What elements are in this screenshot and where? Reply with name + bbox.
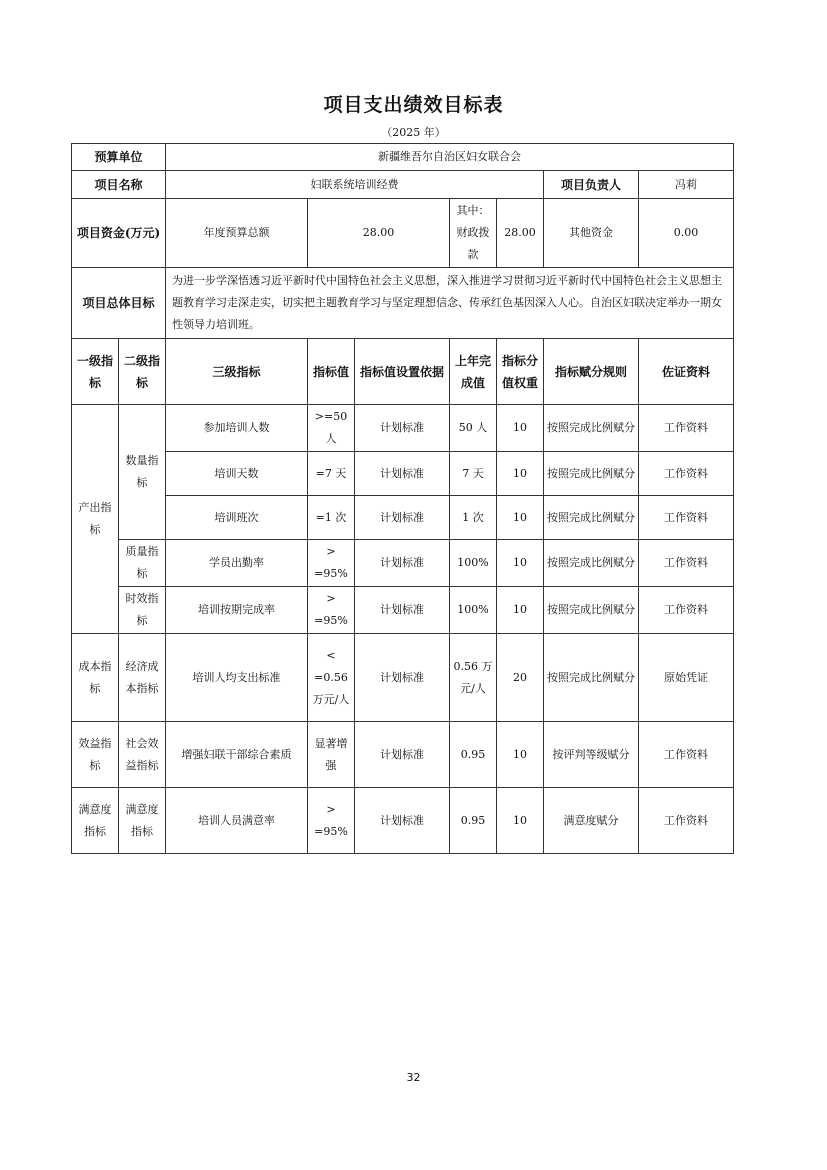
indicator-basis: 计划标准 bbox=[355, 405, 450, 452]
project-owner-label: 项目负责人 bbox=[544, 171, 639, 199]
indicator-evidence: 工作资料 bbox=[639, 540, 734, 587]
indicator-basis: 计划标准 bbox=[355, 722, 450, 788]
goal-label: 项目总体目标 bbox=[72, 268, 166, 339]
project-name-label: 项目名称 bbox=[72, 171, 166, 199]
group-benefit: 效益指标 bbox=[72, 722, 119, 788]
indicator-weight: 10 bbox=[497, 405, 544, 452]
header-cell: 三级指标 bbox=[166, 339, 308, 405]
indicator-evidence: 工作资料 bbox=[639, 405, 734, 452]
indicator-evidence: 工作资料 bbox=[639, 452, 734, 496]
indicator-value: > =95% bbox=[308, 587, 355, 634]
header-cell: 指标赋分规则 bbox=[544, 339, 639, 405]
unit-value: 新疆维吾尔自治区妇女联合会 bbox=[166, 144, 734, 171]
other-funds bbox=[544, 199, 639, 268]
table-row bbox=[72, 788, 734, 854]
indicator-rule: 按照完成比例赋分 bbox=[544, 496, 639, 540]
indicator-name: 培训人员满意率 bbox=[166, 788, 308, 854]
indicator-prev: 100% bbox=[450, 540, 497, 587]
year-label: （2025 年） bbox=[381, 126, 446, 139]
header-cell: 佐证资料 bbox=[639, 339, 734, 405]
indicator-prev: 0.56 万元/人 bbox=[450, 634, 497, 722]
indicator-weight: 10 bbox=[497, 496, 544, 540]
indicator-name: 培训按期完成率 bbox=[166, 587, 308, 634]
indicator-rule: 满意度赋分 bbox=[544, 788, 639, 854]
indicator-basis: 计划标准 bbox=[355, 496, 450, 540]
group-timeliness: 时效指标 bbox=[119, 587, 166, 634]
other-funds-label: 其他资金 bbox=[569, 226, 614, 239]
header-cell: 一级指标 bbox=[72, 339, 119, 405]
other-funds-value: 0.00 bbox=[639, 199, 734, 268]
indicator-name: 学员出勤率 bbox=[166, 540, 308, 587]
page-number: 32 bbox=[406, 1071, 421, 1084]
indicator-prev: 0.95 bbox=[450, 722, 497, 788]
indicator-rule: 按照完成比例赋分 bbox=[544, 540, 639, 587]
header-cell: 上年完成值 bbox=[450, 339, 497, 405]
indicator-name: 培训天数 bbox=[166, 452, 308, 496]
indicator-rule: 按照完成比例赋分 bbox=[544, 587, 639, 634]
indicator-value: 显著增强 bbox=[308, 722, 355, 788]
indicator-name: 培训人均支出标准 bbox=[166, 634, 308, 722]
group-satisfaction: 满意度指标 bbox=[72, 788, 119, 854]
group-quantity: 数量指标 bbox=[119, 405, 166, 540]
group-output: 产出指标 bbox=[72, 405, 119, 634]
project-owner: 冯莉 bbox=[639, 171, 734, 199]
indicator-value: =7 天 bbox=[308, 452, 355, 496]
table-row bbox=[72, 540, 734, 587]
table-row bbox=[72, 634, 734, 722]
indicator-evidence: 工作资料 bbox=[639, 722, 734, 788]
header-row bbox=[72, 339, 734, 405]
indicator-prev: 7 天 bbox=[450, 452, 497, 496]
table-row bbox=[72, 587, 734, 634]
indicator-rule: 按照完成比例赋分 bbox=[544, 452, 639, 496]
indicator-name: 参加培训人数 bbox=[166, 405, 308, 452]
indicator-evidence: 工作资料 bbox=[639, 788, 734, 854]
fiscal-value: 28.00 bbox=[497, 199, 544, 268]
performance-table bbox=[71, 143, 734, 854]
indicator-weight: 10 bbox=[497, 788, 544, 854]
annual-budget-label: 年度预算总额 bbox=[166, 199, 308, 268]
unit-label: 预算单位 bbox=[72, 144, 166, 171]
header-cell: 指标值 bbox=[308, 339, 355, 405]
group-satisfaction-sub: 满意度指标 bbox=[119, 788, 166, 854]
table-row bbox=[72, 405, 734, 452]
indicator-value: >=50人 bbox=[308, 405, 355, 452]
indicator-basis: 计划标准 bbox=[355, 452, 450, 496]
indicator-weight: 10 bbox=[497, 540, 544, 587]
indicator-prev: 50 人 bbox=[450, 405, 497, 452]
indicator-value: > =95% bbox=[308, 540, 355, 587]
indicator-evidence: 工作资料 bbox=[639, 587, 734, 634]
indicator-prev: 0.95 bbox=[450, 788, 497, 854]
indicator-value: < =0.56 万元/人 bbox=[308, 634, 355, 722]
indicator-evidence: 原始凭证 bbox=[639, 634, 734, 722]
indicator-basis: 计划标准 bbox=[355, 634, 450, 722]
indicator-basis: 计划标准 bbox=[355, 788, 450, 854]
annual-budget: 28.00 bbox=[308, 199, 450, 268]
group-economic-cost: 经济成本指标 bbox=[119, 634, 166, 722]
indicator-weight: 10 bbox=[497, 587, 544, 634]
indicator-name: 培训班次 bbox=[166, 496, 308, 540]
indicator-basis: 计划标准 bbox=[355, 587, 450, 634]
header-cell: 指标分值权重 bbox=[497, 339, 544, 405]
indicator-evidence: 工作资料 bbox=[639, 496, 734, 540]
indicator-name: 增强妇联干部综合素质 bbox=[166, 722, 308, 788]
indicator-prev: 100% bbox=[450, 587, 497, 634]
indicator-prev: 1 次 bbox=[450, 496, 497, 540]
indicator-basis: 计划标准 bbox=[355, 540, 450, 587]
header-cell: 指标值设置依据 bbox=[355, 339, 450, 405]
fiscal-label: 其中：财政拨款 bbox=[450, 199, 497, 268]
project-name: 妇联系统培训经费 bbox=[166, 171, 544, 199]
table-row bbox=[72, 722, 734, 788]
group-cost: 成本指标 bbox=[72, 634, 119, 722]
indicator-weight: 10 bbox=[497, 452, 544, 496]
indicator-weight: 20 bbox=[497, 634, 544, 722]
table-row bbox=[72, 496, 734, 540]
indicator-rule: 按评判等级赋分 bbox=[544, 722, 639, 788]
indicator-value: > =95% bbox=[308, 788, 355, 854]
indicator-value: =1 次 bbox=[308, 496, 355, 540]
table-row bbox=[72, 452, 734, 496]
indicator-rule: 按照完成比例赋分 bbox=[544, 634, 639, 722]
indicator-weight: 10 bbox=[497, 722, 544, 788]
group-social-benefit: 社会效益指标 bbox=[119, 722, 166, 788]
indicator-rule: 按照完成比例赋分 bbox=[544, 405, 639, 452]
goal-text: 为进一步学深悟透习近平新时代中国特色社会主义思想，深入推进学习贯彻习近平新时代中国特色社会主义思想主题教育学习走深走实，切实把主题教育学习与坚定理想信念、传承红色基因深入人心。自治区妇联决定举办一期女性领导力培训班。 bbox=[166, 268, 734, 339]
page-title: 项目支出绩效目标表 bbox=[323, 94, 504, 116]
group-quality: 质量指标 bbox=[119, 540, 166, 587]
header-cell: 二级指标 bbox=[119, 339, 166, 405]
funds-label: 项目资金(万元) bbox=[72, 199, 166, 268]
